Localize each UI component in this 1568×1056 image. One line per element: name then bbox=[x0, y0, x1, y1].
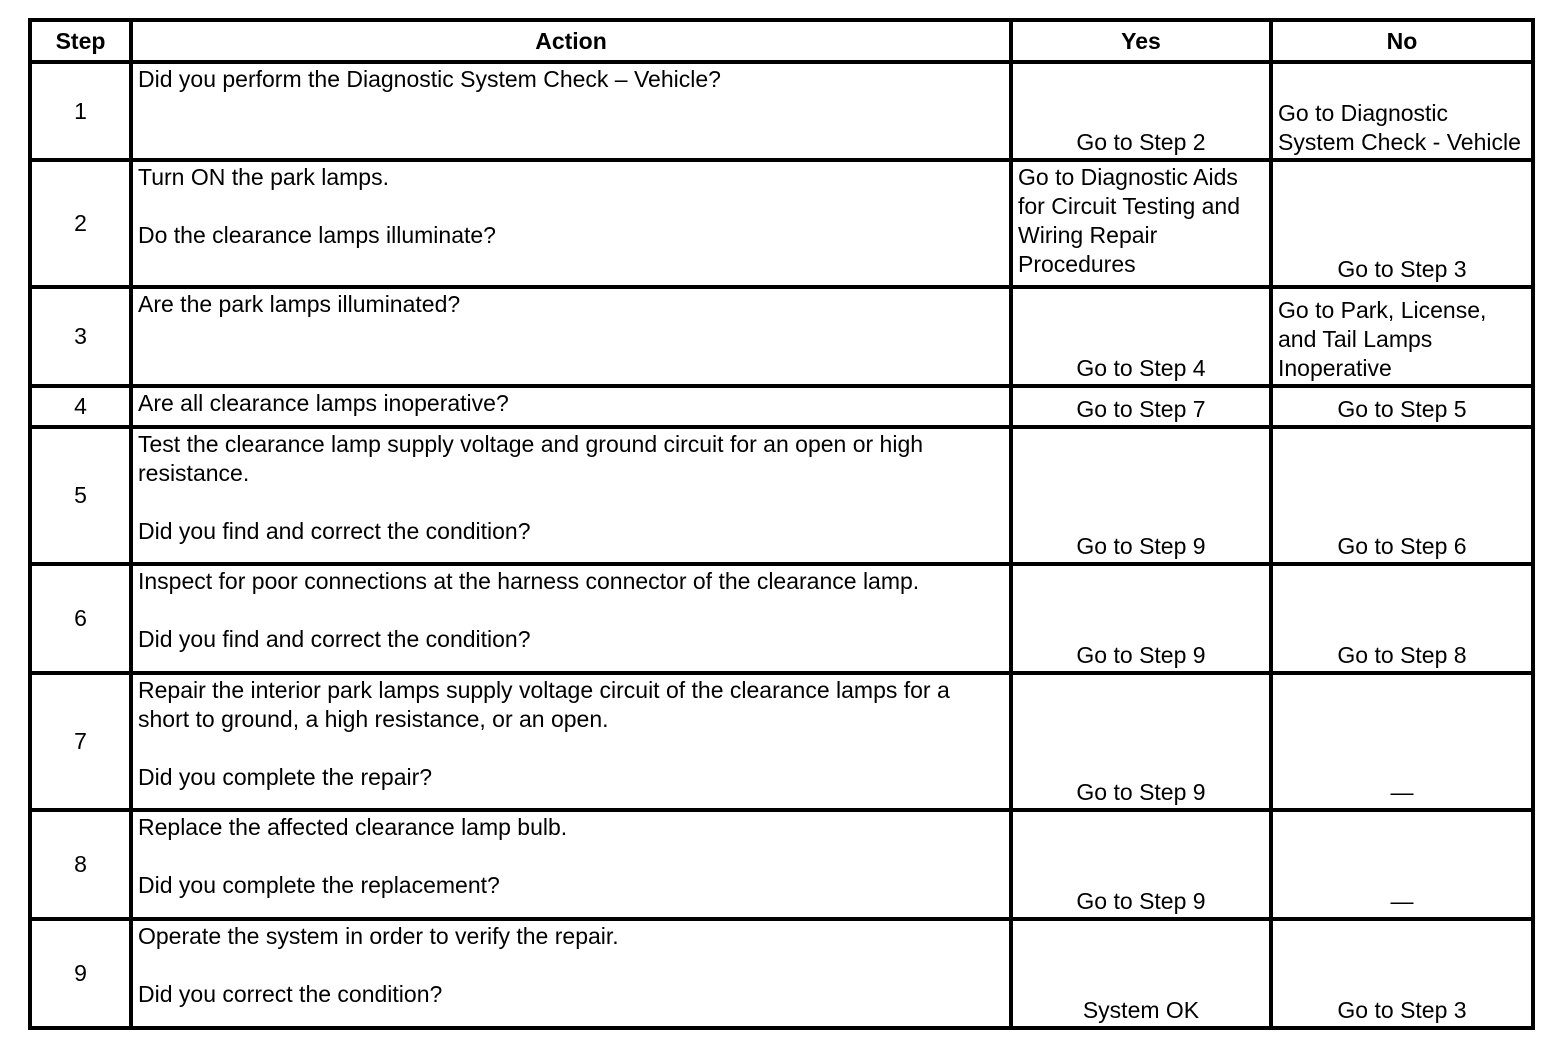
action-question: Did you complete the replacement? bbox=[138, 872, 500, 898]
table-row bbox=[30, 287, 1533, 386]
action-question: Did you complete the repair? bbox=[138, 764, 433, 790]
no-outcome: Go to Step 3 bbox=[1271, 160, 1533, 287]
table-row bbox=[30, 386, 1533, 427]
action-question: Do the clearance lamps illuminate? bbox=[138, 222, 496, 248]
step-number: 3 bbox=[30, 287, 131, 386]
step-number: 6 bbox=[30, 564, 131, 673]
header-action: Action bbox=[131, 20, 1011, 62]
yes-outcome: Go to Step 7 bbox=[1011, 386, 1271, 427]
table-row bbox=[30, 62, 1533, 160]
action-cell bbox=[131, 919, 1011, 1028]
table-row bbox=[30, 673, 1533, 810]
no-outcome: Go to Step 5 bbox=[1271, 386, 1533, 427]
no-outcome: Go to Park, License, and Tail Lamps Inoperative bbox=[1271, 287, 1533, 386]
action-cell bbox=[131, 386, 1011, 427]
step-number: 9 bbox=[30, 919, 131, 1028]
action-text: Did you perform the Diagnostic System Check – Vehicle? bbox=[138, 66, 721, 92]
action-instruction: Inspect for poor connections at the harness connector of the clearance lamp. bbox=[138, 568, 920, 594]
yes-outcome: System OK bbox=[1011, 919, 1271, 1028]
action-cell bbox=[131, 427, 1011, 564]
action-cell bbox=[131, 810, 1011, 919]
step-number: 4 bbox=[30, 386, 131, 427]
action-instruction: Repair the interior park lamps supply voltage circuit of the clearance lamps for a short to ground, a high resistance, or an open. bbox=[138, 677, 950, 732]
table-header-row bbox=[30, 20, 1533, 62]
action-question: Did you correct the condition? bbox=[138, 981, 443, 1007]
action-instruction: Turn ON the park lamps. bbox=[138, 164, 389, 190]
table-row bbox=[30, 160, 1533, 287]
action-cell bbox=[131, 62, 1011, 160]
table-row bbox=[30, 919, 1533, 1028]
yes-outcome: Go to Step 9 bbox=[1011, 564, 1271, 673]
action-instruction: Replace the affected clearance lamp bulb. bbox=[138, 814, 568, 840]
no-outcome: — bbox=[1271, 810, 1533, 919]
action-question: Did you find and correct the condition? bbox=[138, 518, 531, 544]
no-outcome: — bbox=[1271, 673, 1533, 810]
action-cell bbox=[131, 287, 1011, 386]
yes-outcome: Go to Step 9 bbox=[1011, 810, 1271, 919]
action-cell bbox=[131, 564, 1011, 673]
header-yes: Yes bbox=[1011, 20, 1271, 62]
step-number: 1 bbox=[30, 62, 131, 160]
yes-outcome: Go to Step 9 bbox=[1011, 673, 1271, 810]
table-row bbox=[30, 564, 1533, 673]
yes-outcome: Go to Step 2 bbox=[1011, 62, 1271, 160]
diagnostic-table bbox=[28, 18, 1535, 1030]
action-instruction: Operate the system in order to verify the repair. bbox=[138, 923, 619, 949]
yes-outcome: Go to Diagnostic Aids for Circuit Testing and Wiring Repair Procedures bbox=[1011, 160, 1271, 287]
header-step: Step bbox=[30, 20, 131, 62]
action-cell bbox=[131, 160, 1011, 287]
yes-outcome: Go to Step 4 bbox=[1011, 287, 1271, 386]
table-row bbox=[30, 427, 1533, 564]
no-outcome: Go to Step 6 bbox=[1271, 427, 1533, 564]
step-number: 2 bbox=[30, 160, 131, 287]
action-cell bbox=[131, 673, 1011, 810]
action-instruction: Test the clearance lamp supply voltage and ground circuit for an open or high resistance. bbox=[138, 431, 924, 486]
action-text: Are the park lamps illuminated? bbox=[138, 291, 461, 317]
action-text: Are all clearance lamps inoperative? bbox=[138, 390, 509, 416]
step-number: 7 bbox=[30, 673, 131, 810]
step-number: 5 bbox=[30, 427, 131, 564]
action-question: Did you find and correct the condition? bbox=[138, 626, 531, 652]
table-row bbox=[30, 810, 1533, 919]
no-outcome: Go to Diagnostic System Check - Vehicle bbox=[1271, 62, 1533, 160]
no-outcome: Go to Step 3 bbox=[1271, 919, 1533, 1028]
header-no: No bbox=[1271, 20, 1533, 62]
step-number: 8 bbox=[30, 810, 131, 919]
no-outcome: Go to Step 8 bbox=[1271, 564, 1533, 673]
yes-outcome: Go to Step 9 bbox=[1011, 427, 1271, 564]
